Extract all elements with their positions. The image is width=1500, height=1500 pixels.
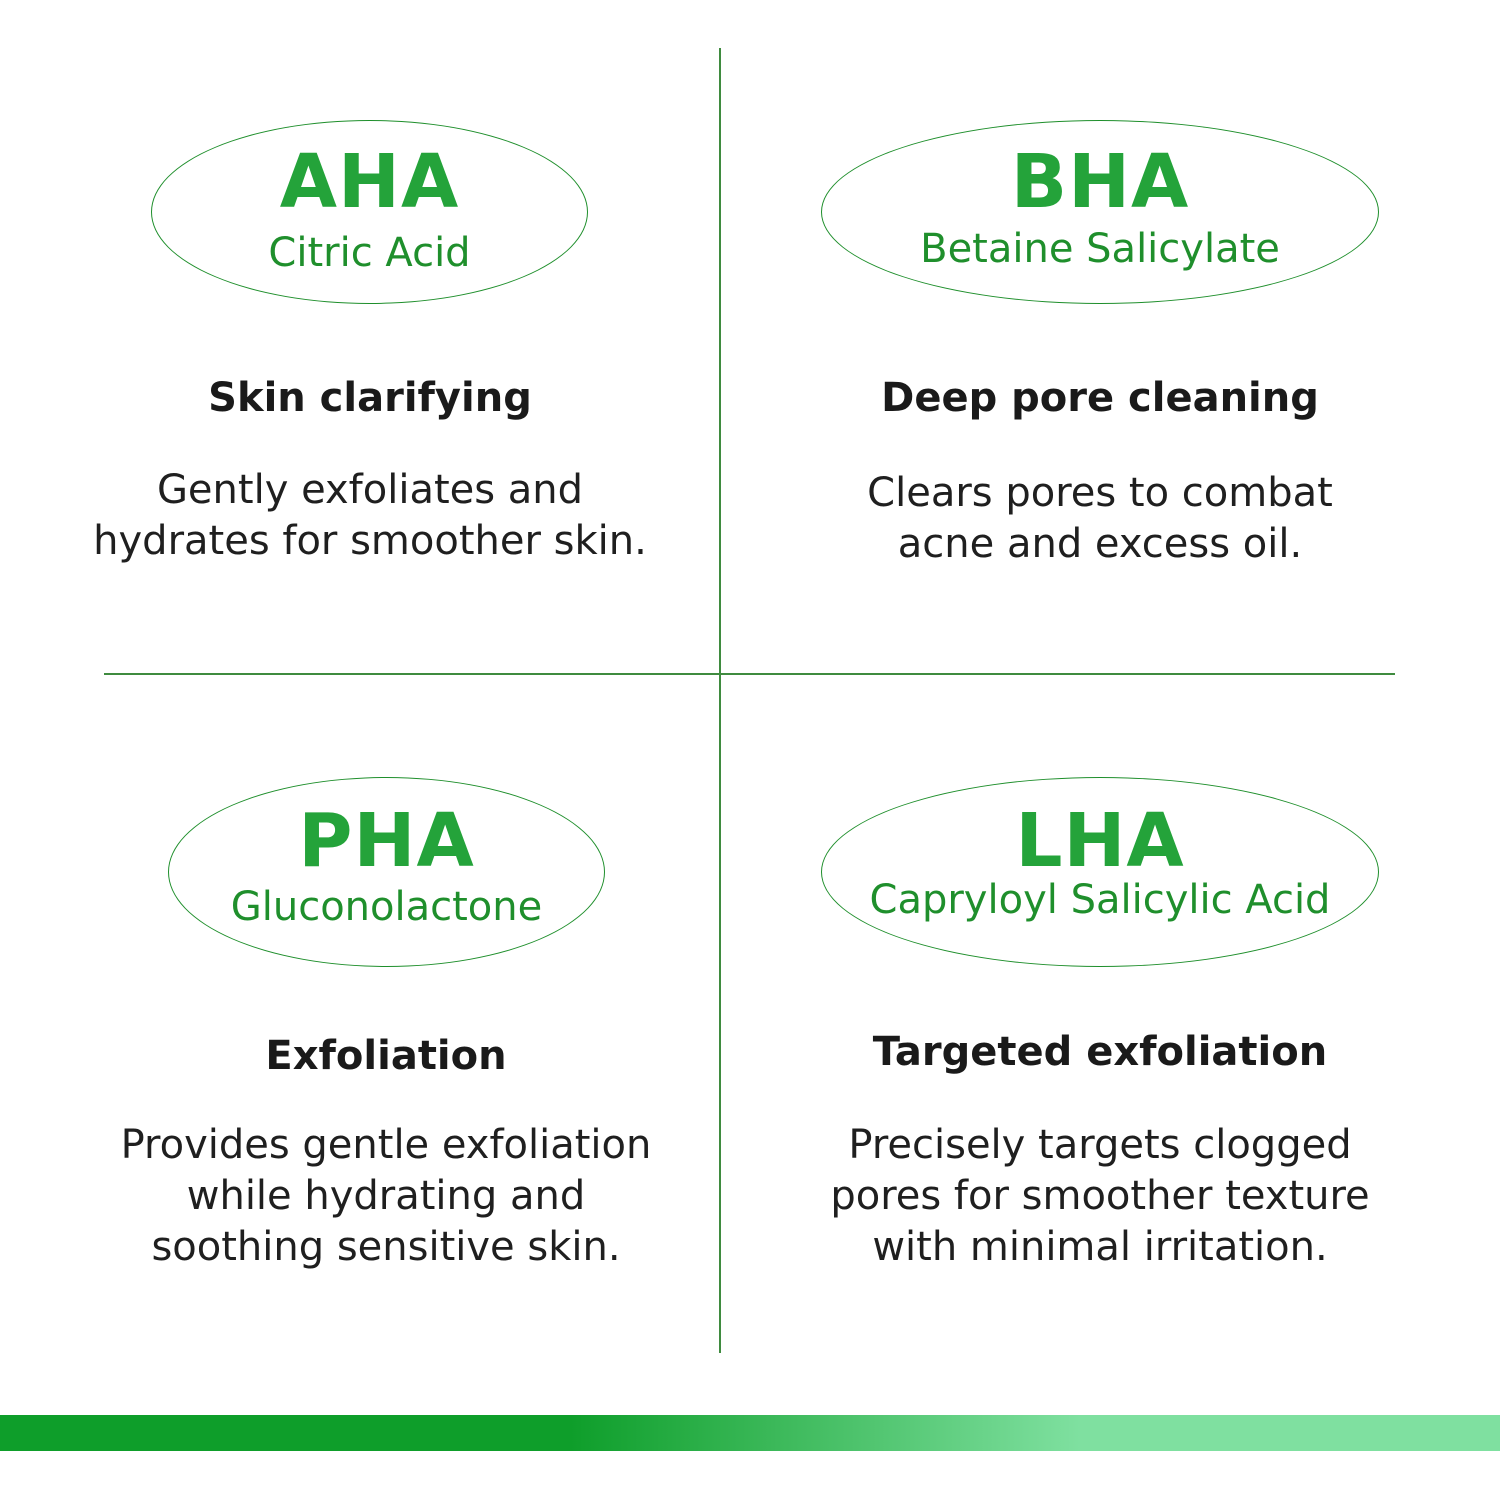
acid-card-bha — [775, 0, 1425, 670]
horizontal-divider — [104, 673, 1395, 675]
acid-badge — [821, 777, 1379, 967]
acid-card-aha — [45, 0, 695, 670]
acid-ingredient: Capryloyl Salicylic Acid — [869, 877, 1331, 923]
benefit-description: Clears pores to combat acne and excess oil. — [867, 470, 1333, 567]
acid-code: AHA — [279, 139, 460, 225]
gradient-footer-bar — [0, 1415, 1500, 1451]
acid-badge — [168, 777, 605, 967]
benefit-description: Provides gentle exfoliation while hydrating and soothing sensitive skin. — [120, 1122, 652, 1270]
vertical-divider — [719, 48, 721, 1353]
acid-code: BHA — [1010, 139, 1190, 225]
acid-ingredient: Gluconolactone — [230, 884, 543, 930]
benefit-heading: Targeted exfoliation — [872, 1029, 1328, 1075]
benefit-heading: Exfoliation — [265, 1033, 507, 1079]
benefit-description: Precisely targets clogged pores for smoother texture with minimal irritation. — [830, 1122, 1370, 1270]
acid-code: PHA — [298, 798, 475, 884]
benefit-heading: Skin clarifying — [208, 375, 532, 421]
acid-card-lha — [775, 680, 1425, 1350]
acid-code: LHA — [1015, 798, 1185, 884]
acid-badge — [821, 120, 1379, 304]
benefit-description: Gently exfoliates and hydrates for smoother skin. — [93, 467, 647, 564]
acid-badge — [151, 120, 588, 304]
benefit-heading: Deep pore cleaning — [881, 375, 1319, 421]
acid-ingredient: Betaine Salicylate — [920, 226, 1280, 272]
acid-ingredient: Citric Acid — [268, 230, 471, 276]
acid-card-pha — [61, 680, 711, 1350]
